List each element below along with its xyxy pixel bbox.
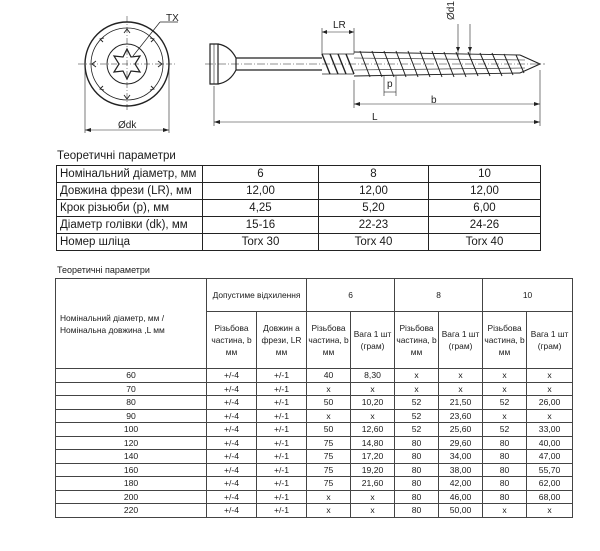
cell-tol-lr: +/-1 [257, 477, 307, 491]
cell-w10: 26,00 [527, 396, 573, 410]
cell-tol-b: +/-4 [207, 396, 257, 410]
cell-tol-b: +/-4 [207, 369, 257, 383]
cell-w6: x [351, 490, 395, 504]
cell-tol-b: +/-4 [207, 477, 257, 491]
table-row [57, 234, 541, 251]
cell-tol-lr: +/-1 [257, 382, 307, 396]
diameter-header: 6 [307, 279, 395, 312]
screw-side-view [205, 24, 545, 126]
cell-b8: 52 [395, 396, 439, 410]
d1-label: Ød1 [446, 1, 457, 20]
sub-header: Різьбова частина, b мм [483, 312, 527, 369]
cell-w6: x [351, 504, 395, 518]
cell-tol-lr: +/-1 [257, 423, 307, 437]
cell-b6: 50 [307, 396, 351, 410]
b-label: b [431, 95, 437, 106]
table-row [57, 217, 541, 234]
sub-header: Довжин а фрези, LR мм [257, 312, 307, 369]
cell-tol-b: +/-4 [207, 450, 257, 464]
cell: 24-26 [429, 217, 541, 234]
table-row [57, 183, 541, 200]
cell-w6: 17,20 [351, 450, 395, 464]
cell-b8: 80 [395, 490, 439, 504]
cell-w6: 14,80 [351, 436, 395, 450]
cell: 5,20 [319, 200, 429, 217]
cell-l: 220 [56, 504, 207, 518]
cell-w8: 50,00 [439, 504, 483, 518]
cell-b8: 80 [395, 504, 439, 518]
cell-tol-lr: +/-1 [257, 369, 307, 383]
cell: Torx 40 [429, 234, 541, 251]
cell-l: 70 [56, 382, 207, 396]
cell-w10: x [527, 504, 573, 518]
cell-tol-b: +/-4 [207, 436, 257, 450]
cell-tol-lr: +/-1 [257, 490, 307, 504]
table2-title: Теоретичні параметри [57, 265, 150, 275]
cell-w10: 68,00 [527, 490, 573, 504]
cell-tol-lr: +/-1 [257, 409, 307, 423]
cell-w10: 40,00 [527, 436, 573, 450]
cell: 22-23 [319, 217, 429, 234]
sub-header: Вага 1 шт (грам) [351, 312, 395, 369]
cell-b6: x [307, 409, 351, 423]
cell: Torx 30 [203, 234, 319, 251]
cell-w8: 38,00 [439, 463, 483, 477]
cell-tol-b: +/-4 [207, 463, 257, 477]
head-top-view [78, 13, 179, 133]
cell: 12,00 [429, 183, 541, 200]
cell-w10: 62,00 [527, 477, 573, 491]
row-label: Крок різьюби (p), мм [57, 200, 203, 217]
tolerance-header: Допустиме відхилення [207, 279, 307, 312]
cell-tol-lr: +/-1 [257, 450, 307, 464]
sub-header: Різьбова частина, b мм [307, 312, 351, 369]
cell-l: 160 [56, 463, 207, 477]
header-row [56, 279, 573, 312]
cell-b6: 75 [307, 463, 351, 477]
cell-b8: 80 [395, 477, 439, 491]
cell-b10: 80 [483, 463, 527, 477]
table-row [57, 166, 541, 183]
cell-b6: 75 [307, 450, 351, 464]
cell: 4,25 [203, 200, 319, 217]
cell-b10: 80 [483, 450, 527, 464]
diameter-header: 10 [483, 279, 573, 312]
cell-w8: 21,50 [439, 396, 483, 410]
cell-w6: x [351, 409, 395, 423]
cell: 6,00 [429, 200, 541, 217]
cell-b10: x [483, 369, 527, 383]
sub-header: Різьбова частина, b мм [395, 312, 439, 369]
cell-l: 100 [56, 423, 207, 437]
col-header: 10 [429, 166, 541, 183]
cell-w8: 46,00 [439, 490, 483, 504]
cell-w10: x [527, 369, 573, 383]
cell-w10: x [527, 382, 573, 396]
cell-b10: 52 [483, 423, 527, 437]
p-label: p [387, 79, 393, 90]
cell-tol-lr: +/-1 [257, 504, 307, 518]
screw-drawing-svg [0, 0, 600, 148]
cell-b8: x [395, 369, 439, 383]
cell-b6: 75 [307, 436, 351, 450]
cell-b6: 50 [307, 423, 351, 437]
dk-label: Ødk [118, 120, 137, 131]
cell-l: 90 [56, 409, 207, 423]
cell-l: 80 [56, 396, 207, 410]
cell-b10: 80 [483, 477, 527, 491]
cell-b6: 40 [307, 369, 351, 383]
table-row [56, 369, 573, 383]
table-row [56, 396, 573, 410]
cell-b10: x [483, 382, 527, 396]
cell-w6: x [351, 382, 395, 396]
cell-w10: 47,00 [527, 450, 573, 464]
cell-w6: 19,20 [351, 463, 395, 477]
row-label: Довжина фрези (LR), мм [57, 183, 203, 200]
table-row [56, 450, 573, 464]
cell-w6: 8,30 [351, 369, 395, 383]
cell-tol-lr: +/-1 [257, 463, 307, 477]
screw-drawing [0, 0, 600, 148]
row-header: Номінальний діаметр, мм / Номінальна довжина ,L мм [56, 279, 207, 369]
table-row [56, 382, 573, 396]
table1-title: Теоретичні параметри [57, 150, 176, 162]
sub-header: Різьбова частина, b мм [207, 312, 257, 369]
cell-tol-b: +/-4 [207, 409, 257, 423]
cell-w10: x [527, 409, 573, 423]
cell: 15-16 [203, 217, 319, 234]
cell-l: 120 [56, 436, 207, 450]
row-label: Діаметр голівки (dk), мм [57, 217, 203, 234]
cell-l: 180 [56, 477, 207, 491]
cell-tol-lr: +/-1 [257, 436, 307, 450]
cell-b6: 75 [307, 477, 351, 491]
cell: 12,00 [319, 183, 429, 200]
cell-b8: 80 [395, 450, 439, 464]
table-row [56, 463, 573, 477]
col-header: 8 [319, 166, 429, 183]
cell-w8: 34,00 [439, 450, 483, 464]
col-header: 6 [203, 166, 319, 183]
cell-tol-b: +/-4 [207, 423, 257, 437]
cell-w6: 21,60 [351, 477, 395, 491]
cell-b8: 80 [395, 436, 439, 450]
cell-b10: 80 [483, 490, 527, 504]
l-label: L [372, 112, 378, 123]
tx-label: TX [166, 13, 179, 24]
cell-tol-b: +/-4 [207, 382, 257, 396]
diameter-header: 8 [395, 279, 483, 312]
cell: 12,00 [203, 183, 319, 200]
table-row [56, 409, 573, 423]
cell-b8: x [395, 382, 439, 396]
cell: Torx 40 [319, 234, 429, 251]
cell-b8: 52 [395, 423, 439, 437]
cell-w6: 12,60 [351, 423, 395, 437]
table-row [56, 423, 573, 437]
dimensions-weight-table [55, 278, 573, 518]
cell-b10: 80 [483, 436, 527, 450]
cell-w8: x [439, 382, 483, 396]
table-row [57, 200, 541, 217]
cell-w8: 25,60 [439, 423, 483, 437]
lr-label: LR [333, 20, 346, 31]
cell-w10: 55,70 [527, 463, 573, 477]
cell-b6: x [307, 490, 351, 504]
row-label: Номер шліца [57, 234, 203, 251]
cell-w8: x [439, 369, 483, 383]
table-row [56, 490, 573, 504]
cell-l: 200 [56, 490, 207, 504]
cell-w6: 10,20 [351, 396, 395, 410]
sub-header: Вага 1 шт (грам) [527, 312, 573, 369]
table-row [56, 436, 573, 450]
cell-tol-b: +/-4 [207, 490, 257, 504]
cell-b6: x [307, 504, 351, 518]
row-label: Номінальний діаметр, мм [57, 166, 203, 183]
cell-w8: 23,60 [439, 409, 483, 423]
cell-tol-b: +/-4 [207, 504, 257, 518]
cell-b10: 52 [483, 396, 527, 410]
table-row [56, 504, 573, 518]
cell-w8: 42,00 [439, 477, 483, 491]
sub-header: Вага 1 шт (грам) [439, 312, 483, 369]
cell-tol-lr: +/-1 [257, 396, 307, 410]
cell-l: 60 [56, 369, 207, 383]
cell-w8: 29,60 [439, 436, 483, 450]
parameters-table [56, 165, 541, 251]
cell-b8: 80 [395, 463, 439, 477]
cell-b8: 52 [395, 409, 439, 423]
cell-b10: x [483, 409, 527, 423]
cell-l: 140 [56, 450, 207, 464]
cell-b10: x [483, 504, 527, 518]
cell-w10: 33,00 [527, 423, 573, 437]
cell-b6: x [307, 382, 351, 396]
table-row [56, 477, 573, 491]
